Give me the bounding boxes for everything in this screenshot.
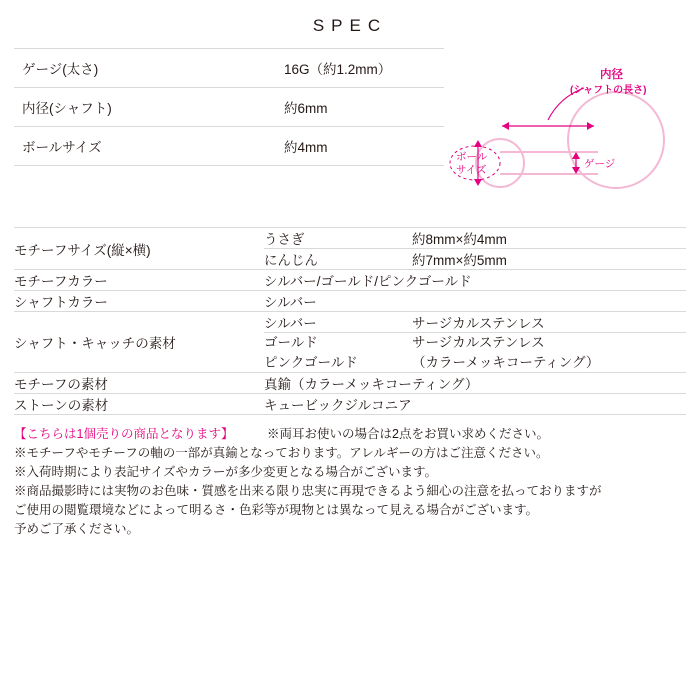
row-value-line1: サージカルステンレス	[412, 335, 545, 350]
svg-text:ゲージ: ゲージ	[584, 158, 616, 170]
table-row	[14, 88, 444, 127]
svg-text:(シャフトの長さ): (シャフトの長さ)	[570, 85, 647, 96]
note-line: ※入荷時期により表記サイズやカラーが多少変更となる場合がございます。	[14, 465, 438, 480]
row-label: シャフト・キャッチの素材	[14, 336, 176, 352]
row-value: シルバー/ゴールド/ピンクゴールド	[264, 274, 472, 289]
piercing-diagram	[448, 60, 688, 210]
row-subname-line2: ピンクゴールド	[264, 354, 358, 370]
row-value: 約7mm×約5mm	[412, 249, 686, 270]
svg-text:ボール: ボール	[456, 151, 488, 163]
row-subname-line1: ゴールド	[264, 335, 318, 350]
note-text: ※両耳お使いの場合は2点をお買い求めください。	[267, 427, 549, 442]
top-spec-table	[14, 48, 444, 166]
row-label: モチーフサイズ(縦×横)	[14, 242, 151, 258]
row-subname	[264, 333, 412, 373]
table-row	[14, 228, 686, 249]
note-highlight: 【こちらは1個売りの商品となります】	[14, 427, 234, 442]
note-line	[14, 425, 686, 444]
page-title: SPEC	[312, 16, 388, 35]
row-value: シルバー	[264, 295, 317, 310]
note-line: ※モチーフやモチーフの軸の一部が真鍮となっております。アレルギーの方はご注意ください。	[14, 446, 549, 461]
row-value: 約6mm	[284, 101, 328, 116]
note-line: ご使用の閲覧環境などによって明るさ・色彩等が現物とは異なって見える場合がございます。	[14, 503, 539, 518]
row-label: 内径(シャフト)	[22, 101, 112, 116]
row-label: ゲージ(太さ)	[22, 62, 99, 77]
note-line: ※商品撮影時には実物のお色味・質感を出来る限り忠実に再現できるよう細心の注意を払っておりますが	[14, 484, 602, 499]
row-value: キュービックジルコニア	[264, 398, 412, 414]
svg-text:サイズ: サイズ	[456, 164, 487, 176]
table-row	[14, 373, 686, 394]
table-row	[14, 127, 444, 166]
row-label: ボールサイズ	[22, 140, 102, 155]
row-value: サージカルステンレス	[412, 316, 545, 331]
table-row	[14, 394, 686, 415]
row-subname: シルバー	[264, 316, 317, 331]
row-value: 約4mm	[284, 140, 328, 155]
row-value: 約8mm×約4mm	[412, 232, 507, 247]
note-line: 予めご了承ください。	[14, 522, 140, 537]
row-label: モチーフカラー	[14, 274, 108, 289]
row-value: 16G（約1.2mm）	[284, 62, 392, 77]
top-block	[14, 48, 686, 210]
row-label: シャフトカラー	[14, 295, 108, 310]
row-value: 真鍮（カラーメッキコーティング）	[264, 377, 479, 393]
main-spec-table	[14, 227, 686, 415]
table-row	[14, 270, 686, 291]
row-value-line2: （カラーメッキコーティング）	[412, 354, 600, 370]
svg-text:内径: 内径	[600, 69, 623, 81]
row-label: ストーンの素材	[14, 398, 109, 414]
row-subname: にんじん	[264, 249, 412, 270]
row-value	[412, 333, 686, 373]
notes-block	[14, 425, 686, 539]
row-subname: うさぎ	[264, 232, 305, 247]
table-row	[14, 291, 686, 312]
table-row	[14, 49, 444, 88]
table-row	[14, 312, 686, 333]
row-label: モチーフの素材	[14, 377, 108, 393]
